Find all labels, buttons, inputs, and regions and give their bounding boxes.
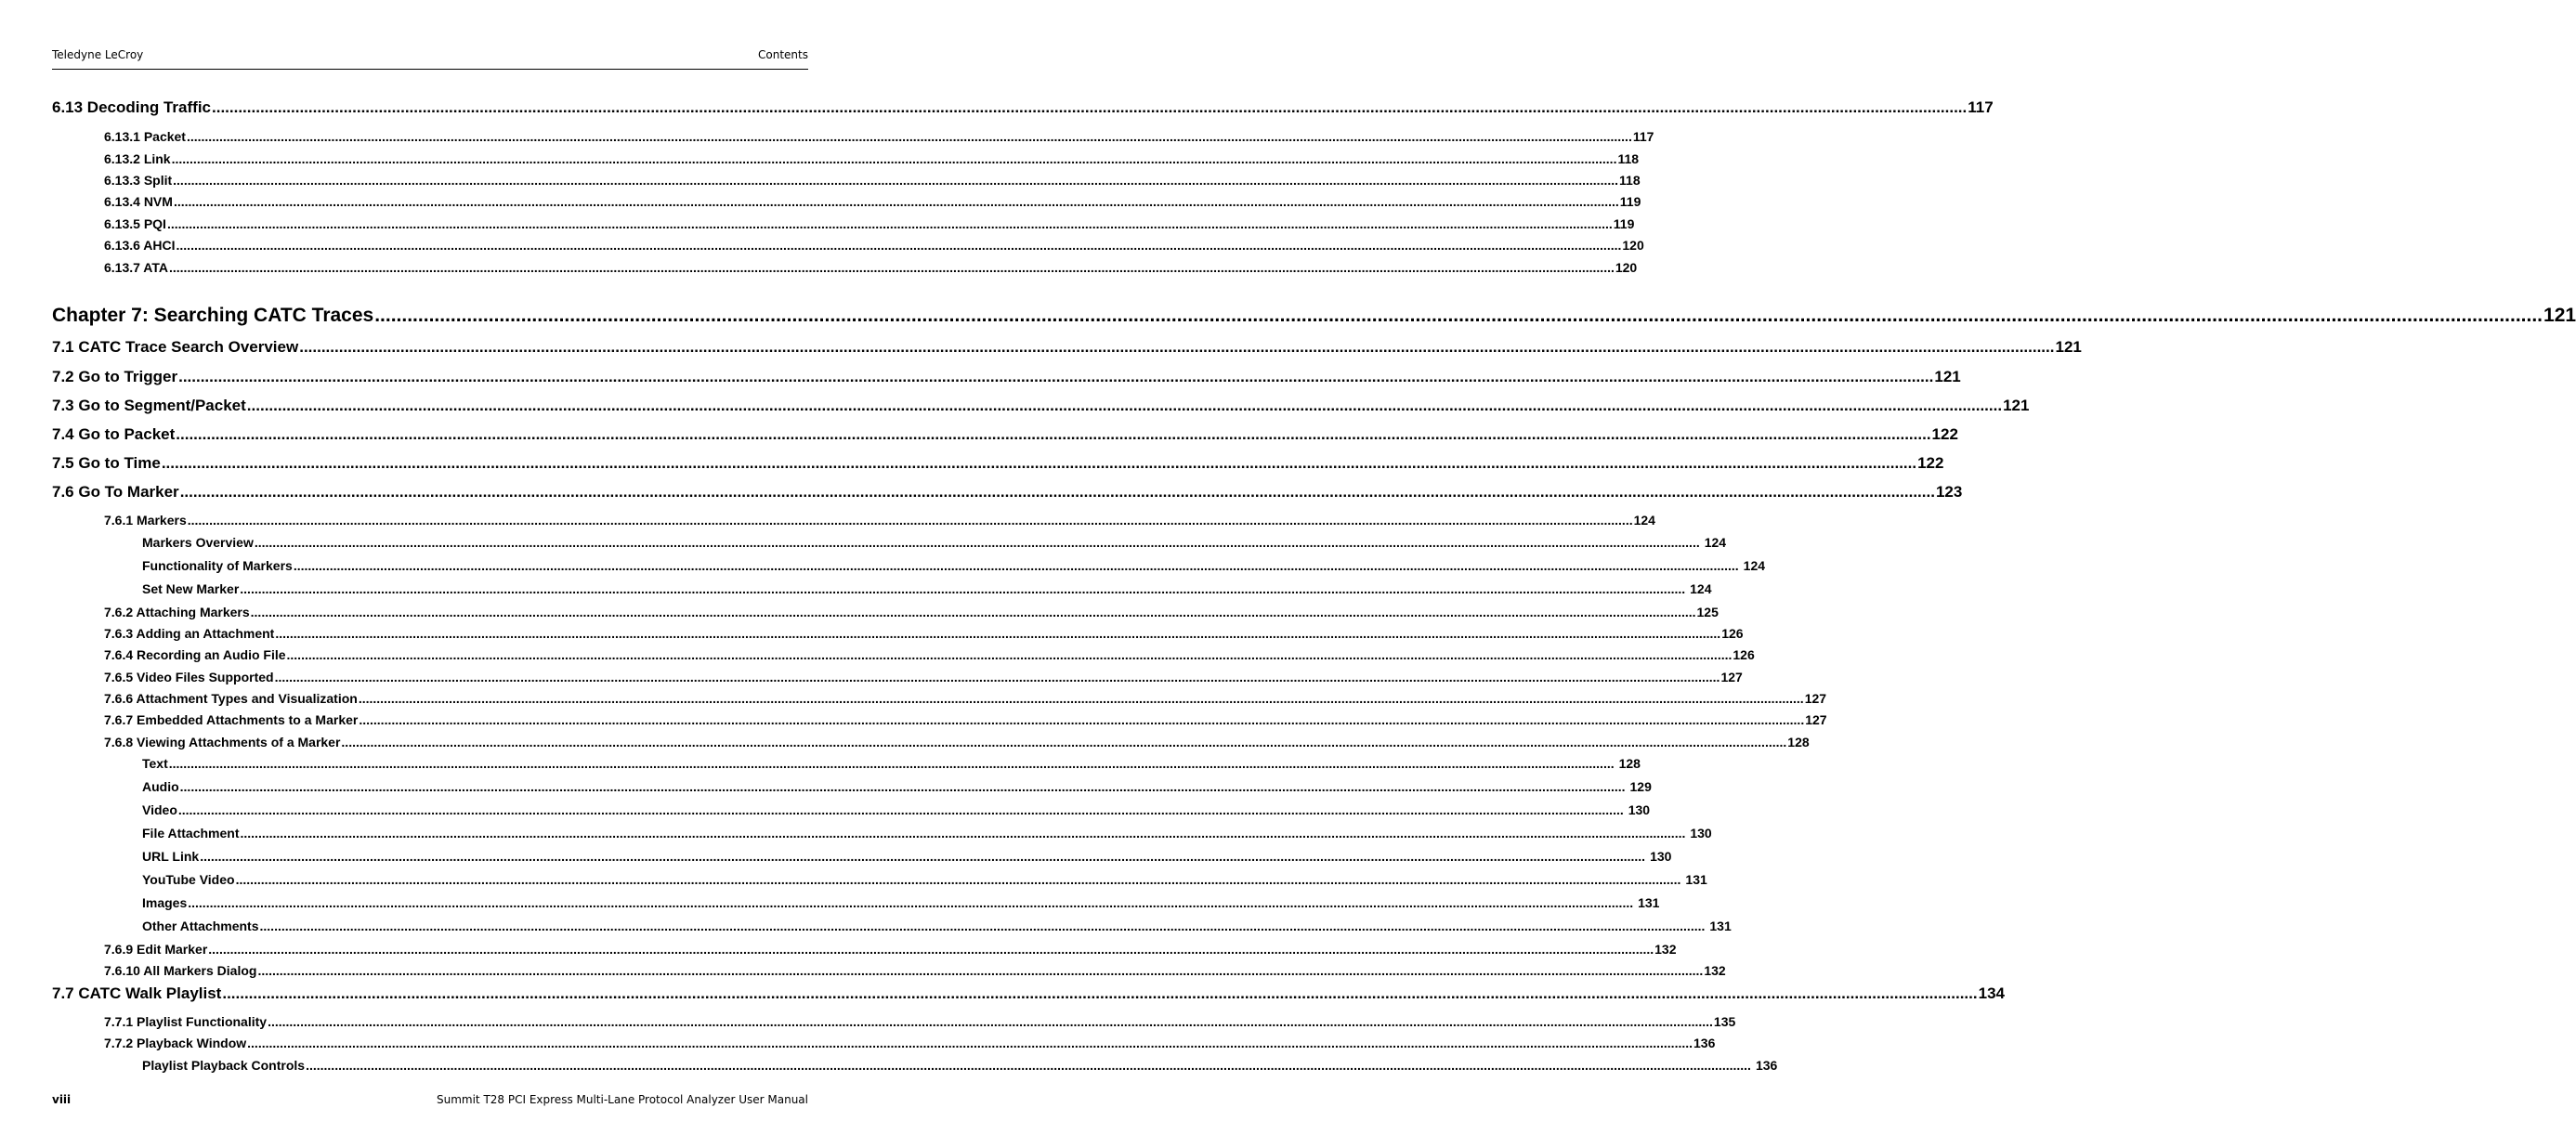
header-right: Contents (758, 48, 808, 61)
toc-entry[interactable]: 6.13.6 AHCI ................................................................................................................................................................................................................................................................................................................................................................................................................ 120 (104, 238, 1644, 253)
dot-leader: ................................................................................................................................................................................................................................................................................................................................................................................................................ (161, 454, 1917, 472)
dot-leader: ................................................................................................................................................................................................................................................................................................................................................................................................................ (235, 872, 1681, 887)
dot-leader: ................................................................................................................................................................................................................................................................................................................................................................................................................ (169, 260, 1615, 275)
toc-entry[interactable]: Other Attachments ................................................................................................................................................................................................................................................................................................................................................................................................................ 131 (142, 919, 1732, 933)
toc-entry[interactable]: URL Link ................................................................................................................................................................................................................................................................................................................................................................................................................ 130 (142, 849, 1672, 864)
dot-leader: ................................................................................................................................................................................................................................................................................................................................................................................................................ (299, 338, 2055, 356)
toc-entry[interactable]: 7.6 Go To Marker ................................................................................................................................................................................................................................................................................................................................................................................................................ 123 (52, 483, 1963, 501)
dot-leader: ................................................................................................................................................................................................................................................................................................................................................................................................................ (187, 513, 1633, 528)
dot-leader: ................................................................................................................................................................................................................................................................................................................................................................................................................ (259, 919, 1706, 933)
header-left: Teledyne LeCroy (52, 48, 144, 61)
dot-leader: ................................................................................................................................................................................................................................................................................................................................................................................................................ (176, 238, 1622, 253)
toc-entry[interactable]: Audio ................................................................................................................................................................................................................................................................................................................................................................................................................ 129 (142, 779, 1652, 794)
dot-leader: ................................................................................................................................................................................................................................................................................................................................................................................................................ (186, 129, 1632, 144)
toc-entry[interactable]: 7.6.2 Attaching Markers ................................................................................................................................................................................................................................................................................................................................................................................................................ 125 (104, 605, 1719, 619)
dot-leader: ................................................................................................................................................................................................................................................................................................................................................................................................................ (208, 942, 1654, 957)
toc-entry[interactable]: 7.7 CATC Walk Playlist ................................................................................................................................................................................................................................................................................................................................................................................................................ 134 (52, 984, 2005, 1002)
toc-entry[interactable]: Video ................................................................................................................................................................................................................................................................................................................................................................................................................ 130 (142, 802, 1651, 817)
dot-leader: ................................................................................................................................................................................................................................................................................................................................................................................................................ (254, 535, 1700, 550)
toc-entry[interactable]: 6.13.3 Split ................................................................................................................................................................................................................................................................................................................................................................................................................ 118 (104, 173, 1641, 188)
dot-leader: ................................................................................................................................................................................................................................................................................................................................................................................................................ (166, 216, 1613, 231)
dot-leader: ................................................................................................................................................................................................................................................................................................................................................................................................................ (240, 581, 1686, 596)
toc-entry[interactable]: 7.6.9 Edit Marker ................................................................................................................................................................................................................................................................................................................................................................................................................ 132 (104, 942, 1677, 957)
toc-entry[interactable]: Text ................................................................................................................................................................................................................................................................................................................................................................................................................ 128 (142, 756, 1641, 771)
dot-leader: ................................................................................................................................................................................................................................................................................................................................................................................................................ (222, 984, 1978, 1002)
toc-entry[interactable]: File Attachment ................................................................................................................................................................................................................................................................................................................................................................................................................ 130 (142, 826, 1712, 841)
toc-entry[interactable]: Playlist Playback Controls ................................................................................................................................................................................................................................................................................................................................................................................................................ 136 (142, 1058, 1778, 1073)
toc-entry[interactable]: 7.6.10 All Markers Dialog ................................................................................................................................................................................................................................................................................................................................................................................................................ 132 (104, 963, 1726, 978)
toc-entry[interactable]: Markers Overview ................................................................................................................................................................................................................................................................................................................................................................................................................ 124 (142, 535, 1727, 550)
dot-leader: ................................................................................................................................................................................................................................................................................................................................................................................................................ (179, 779, 1626, 794)
footer-title: Summit T28 PCI Express Multi-Lane Protocol Analyzer User Manual (437, 1093, 808, 1106)
dot-leader: ................................................................................................................................................................................................................................................................................................................................................................................................................ (358, 691, 1804, 706)
toc-entry[interactable]: 7.6.7 Embedded Attachments to a Marker ................................................................................................................................................................................................................................................................................................................................................................................................................ 127 (104, 712, 1827, 727)
dot-leader: ................................................................................................................................................................................................................................................................................................................................................................................................................ (178, 368, 1934, 385)
toc-entry[interactable]: Images ................................................................................................................................................................................................................................................................................................................................................................................................................ 131 (142, 895, 1660, 910)
toc-entry[interactable]: 7.6.4 Recording an Audio File ................................................................................................................................................................................................................................................................................................................................................................................................................ 126 (104, 647, 1755, 662)
dot-leader: ................................................................................................................................................................................................................................................................................................................................................................................................................ (247, 1036, 1693, 1050)
toc-entry[interactable]: 7.2 Go to Trigger ................................................................................................................................................................................................................................................................................................................................................................................................................ 121 (52, 368, 1961, 385)
toc-entry[interactable]: 7.6.6 Attachment Types and Visualization ................................................................................................................................................................................................................................................................................................................................................................................................................ 127 (104, 691, 1827, 706)
dot-leader: ................................................................................................................................................................................................................................................................................................................................................................................................................ (306, 1058, 1751, 1073)
page-footer (52, 1093, 808, 1110)
dot-leader: ................................................................................................................................................................................................................................................................................................................................................................................................................ (171, 151, 1617, 166)
toc-entry[interactable]: 7.1 CATC Trace Search Overview ................................................................................................................................................................................................................................................................................................................................................................................................................ 121 (52, 338, 2082, 356)
dot-leader: ................................................................................................................................................................................................................................................................................................................................................................................................................ (275, 626, 1721, 641)
toc-entry[interactable]: Set New Marker ................................................................................................................................................................................................................................................................................................................................................................................................................ 124 (142, 581, 1712, 596)
dot-leader: ................................................................................................................................................................................................................................................................................................................................................................................................................ (268, 1014, 1713, 1029)
toc-entry[interactable]: 6.13 Decoding Traffic ................................................................................................................................................................................................................................................................................................................................................................................................................ 117 (52, 98, 1994, 116)
toc-entry[interactable]: YouTube Video ................................................................................................................................................................................................................................................................................................................................................................................................................ 131 (142, 872, 1707, 887)
page-header (52, 48, 808, 70)
dot-leader: ................................................................................................................................................................................................................................................................................................................................................................................................................ (212, 98, 1968, 116)
toc-entry[interactable]: 7.3 Go to Segment/Packet ................................................................................................................................................................................................................................................................................................................................................................................................................ 121 (52, 397, 2030, 414)
toc-entry[interactable]: 6.13.5 PQI ................................................................................................................................................................................................................................................................................................................................................................................................................ 119 (104, 216, 1635, 231)
toc-entry[interactable]: 7.4 Go to Packet ................................................................................................................................................................................................................................................................................................................................................................................................................ 122 (52, 425, 1958, 443)
dot-leader: ................................................................................................................................................................................................................................................................................................................................................................................................................ (179, 483, 1935, 501)
toc-entry[interactable]: 6.13.4 NVM ................................................................................................................................................................................................................................................................................................................................................................................................................ 119 (104, 194, 1641, 209)
toc-entry[interactable]: 7.6.3 Adding an Attachment ................................................................................................................................................................................................................................................................................................................................................................................................................ 126 (104, 626, 1744, 641)
dot-leader: ................................................................................................................................................................................................................................................................................................................................................................................................................ (341, 735, 1787, 749)
dot-leader: ................................................................................................................................................................................................................................................................................................................................................................................................................ (374, 305, 2543, 326)
dot-leader: ................................................................................................................................................................................................................................................................................................................................................................................................................ (173, 194, 1619, 209)
toc-chapter-entry[interactable]: Chapter 7: Searching CATC Traces ................................................................................................................................................................................................................................................................................................................................................................................................................ 121 (52, 305, 2576, 326)
toc-entry[interactable]: 7.6.1 Markers ................................................................................................................................................................................................................................................................................................................................................................................................................ 124 (104, 513, 1655, 528)
dot-leader: ................................................................................................................................................................................................................................................................................................................................................................................................................ (177, 802, 1624, 817)
toc-entry[interactable]: 6.13.7 ATA ................................................................................................................................................................................................................................................................................................................................................................................................................ 120 (104, 260, 1638, 275)
dot-leader: ................................................................................................................................................................................................................................................................................................................................................................................................................ (274, 670, 1720, 684)
dot-leader: ................................................................................................................................................................................................................................................................................................................................................................................................................ (293, 558, 1739, 573)
dot-leader: ................................................................................................................................................................................................................................................................................................................................................................................................................ (257, 963, 1704, 978)
dot-leader: ................................................................................................................................................................................................................................................................................................................................................................................................................ (246, 397, 2003, 414)
dot-leader: ................................................................................................................................................................................................................................................................................................................................................................................................................ (173, 173, 1619, 188)
dot-leader: ................................................................................................................................................................................................................................................................................................................................................................................................................ (200, 849, 1646, 864)
toc-entry[interactable]: 7.6.8 Viewing Attachments of a Marker ................................................................................................................................................................................................................................................................................................................................................................................................................ 128 (104, 735, 1810, 749)
dot-leader: ................................................................................................................................................................................................................................................................................................................................................................................................................ (188, 895, 1634, 910)
toc-entry[interactable]: 7.5 Go to Time ................................................................................................................................................................................................................................................................................................................................................................................................................ 122 (52, 454, 1944, 472)
toc-entry[interactable]: 7.7.2 Playback Window ................................................................................................................................................................................................................................................................................................................................................................................................................ 136 (104, 1036, 1716, 1050)
toc-entry[interactable]: Functionality of Markers ................................................................................................................................................................................................................................................................................................................................................................................................................ 124 (142, 558, 1766, 573)
page-number: viii (52, 1093, 72, 1106)
dot-leader: ................................................................................................................................................................................................................................................................................................................................................................................................................ (168, 756, 1615, 771)
toc-entry[interactable]: 7.6.5 Video Files Supported ................................................................................................................................................................................................................................................................................................................................................................................................................ 127 (104, 670, 1743, 684)
dot-leader: ................................................................................................................................................................................................................................................................................................................................................................................................................ (240, 826, 1686, 841)
dot-leader: ................................................................................................................................................................................................................................................................................................................................................................................................................ (286, 647, 1733, 662)
dot-leader: ................................................................................................................................................................................................................................................................................................................................................................................................................ (250, 605, 1696, 619)
dot-leader: ................................................................................................................................................................................................................................................................................................................................................................................................................ (176, 425, 1931, 443)
toc-entry[interactable]: 6.13.1 Packet ................................................................................................................................................................................................................................................................................................................................................................................................................ 117 (104, 129, 1654, 144)
toc-entry[interactable]: 6.13.2 Link ................................................................................................................................................................................................................................................................................................................................................................................................................ 118 (104, 151, 1640, 166)
dot-leader: ................................................................................................................................................................................................................................................................................................................................................................................................................ (359, 712, 1805, 727)
toc-entry[interactable]: 7.7.1 Playlist Functionality ................................................................................................................................................................................................................................................................................................................................................................................................................ 135 (104, 1014, 1736, 1029)
